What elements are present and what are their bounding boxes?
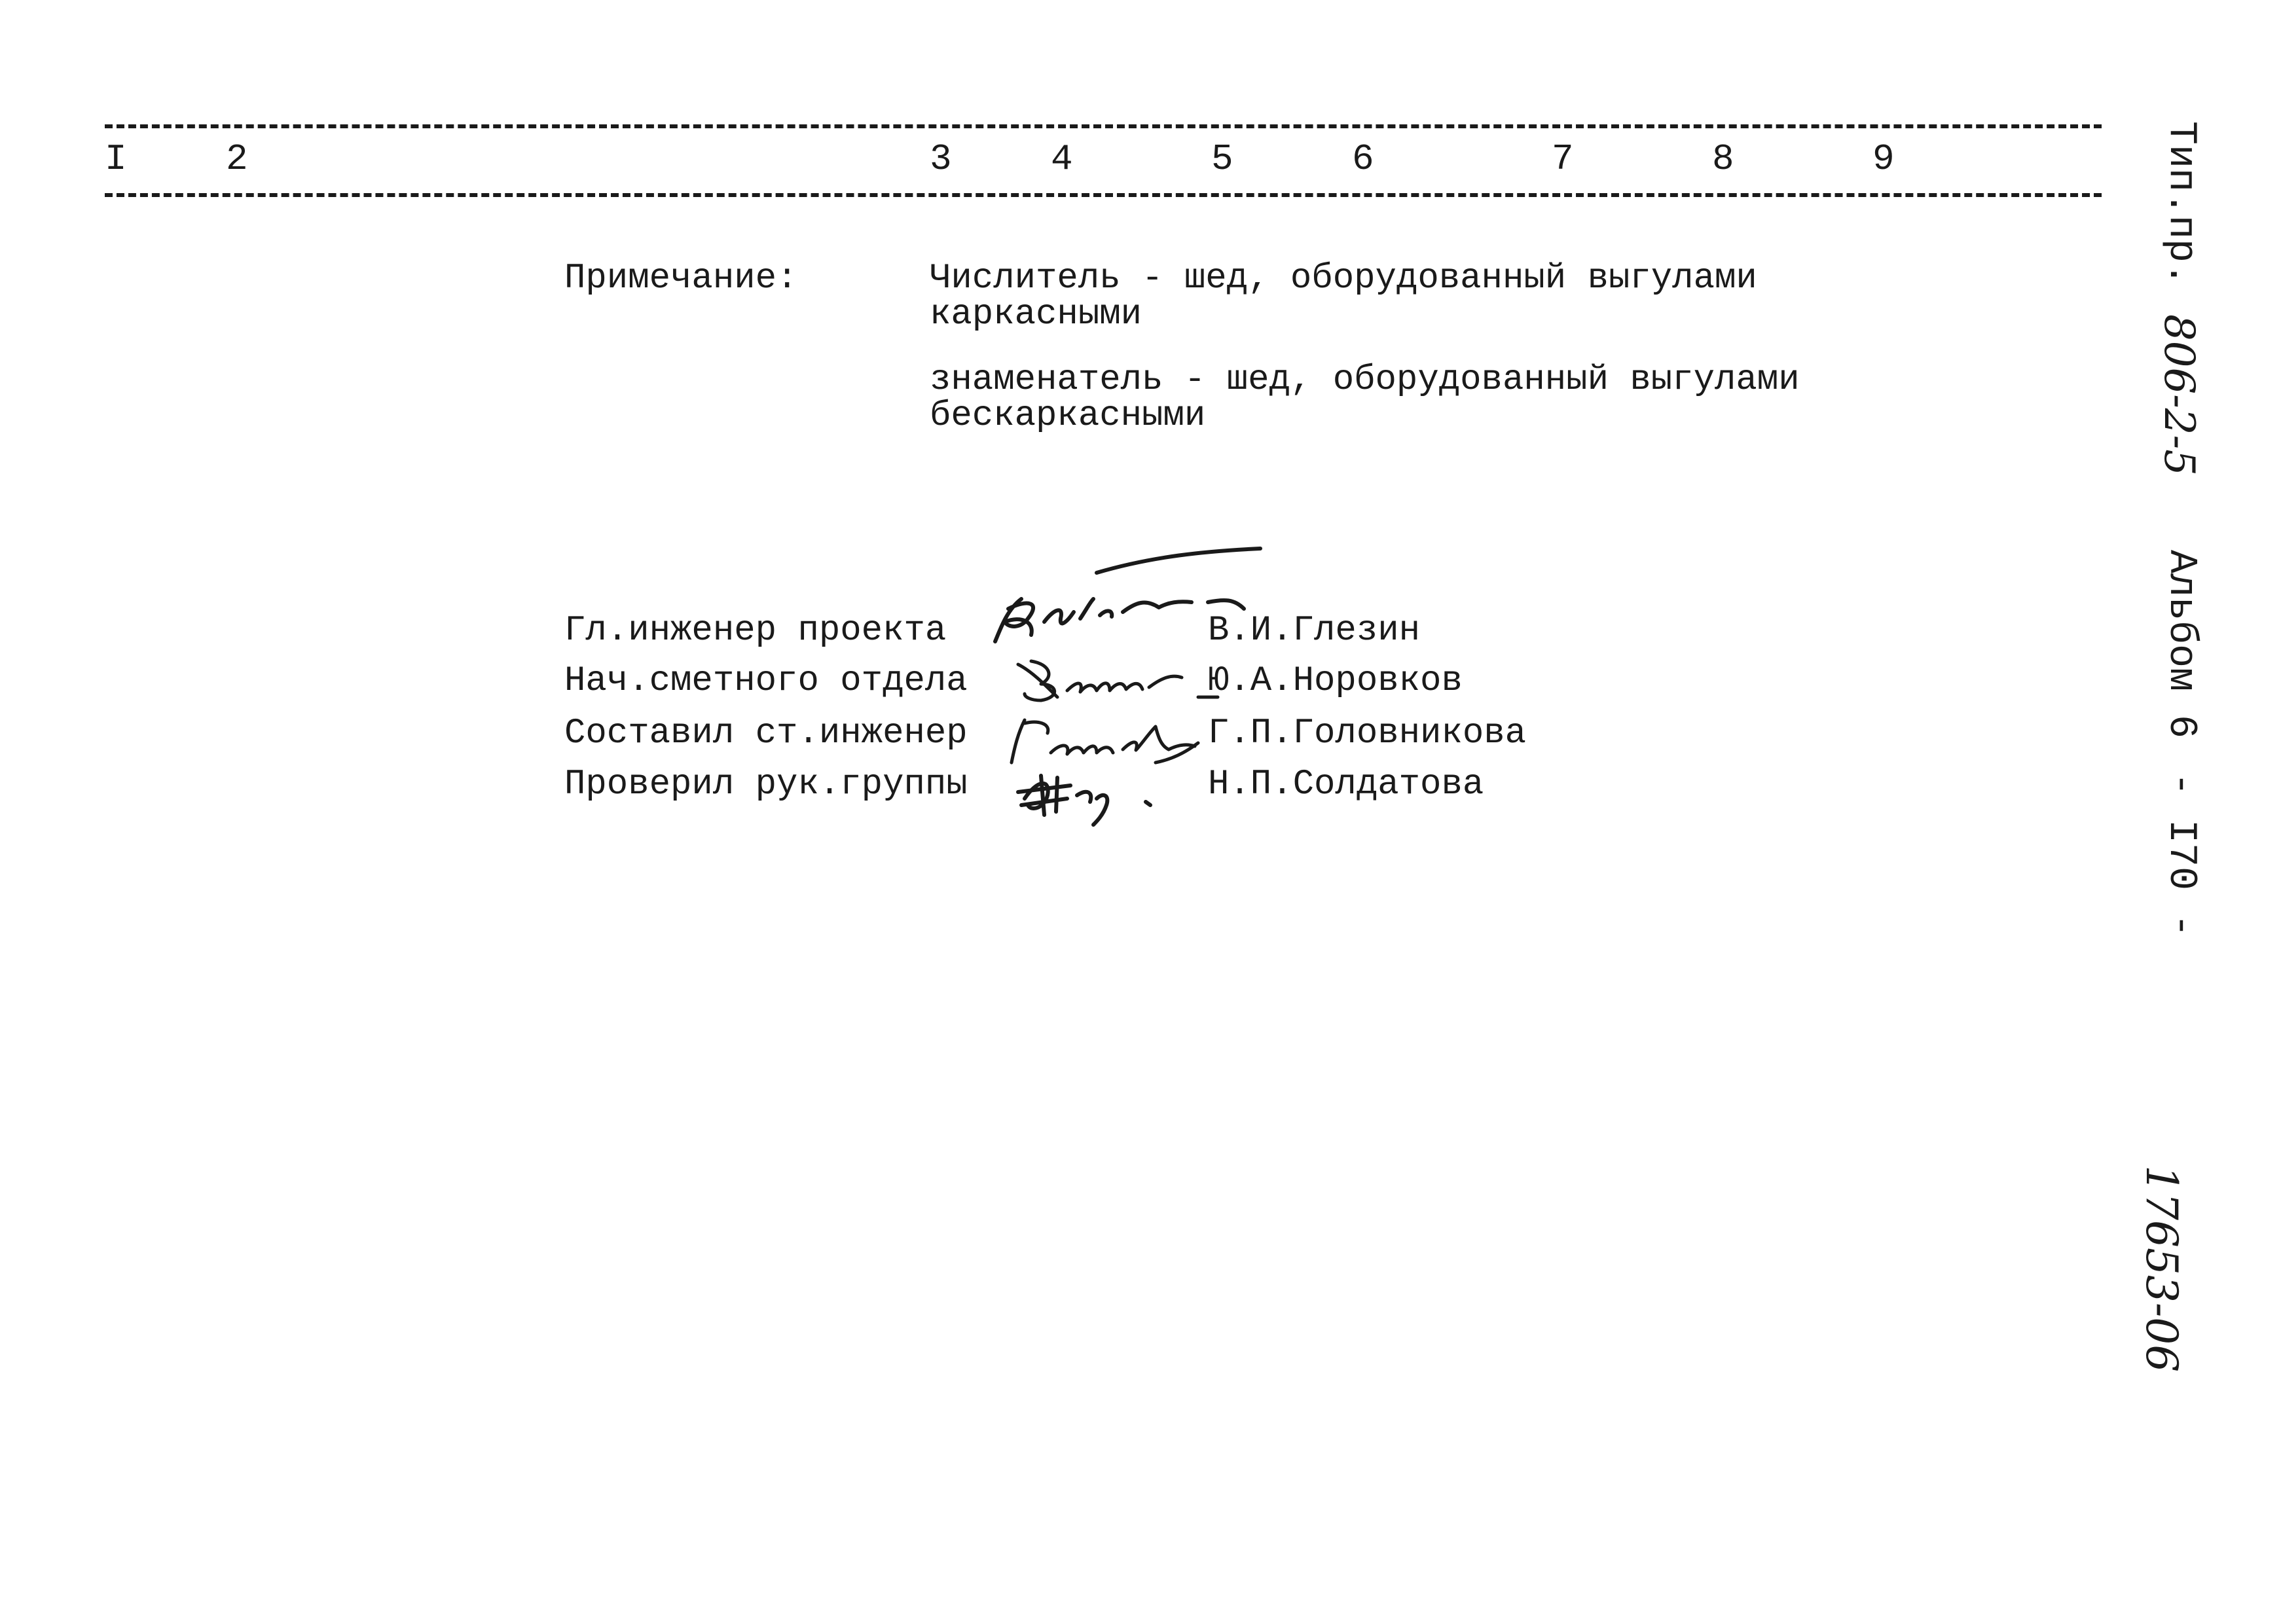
header-top-rule bbox=[105, 124, 2102, 128]
signature-role-compiler: Составил ст.инженер bbox=[564, 713, 968, 753]
header-bottom-rule bbox=[105, 193, 2102, 197]
note-denominator-line1: знаменатель - шед, оборудованный выгулами bbox=[930, 360, 1800, 400]
note-numerator-line1: Числитель - шед, оборудованный выгулами bbox=[930, 259, 1757, 298]
side-stamp-page-number: - I70 - bbox=[2159, 772, 2203, 938]
column-number-3: 3 bbox=[930, 138, 952, 180]
column-number-4: 4 bbox=[1051, 138, 1073, 180]
column-number-8: 8 bbox=[1712, 138, 1734, 180]
column-number-2: 2 bbox=[226, 138, 248, 180]
signature-name-compiler: Г.П.Головникова bbox=[1208, 713, 1527, 753]
column-number-9: 9 bbox=[1872, 138, 1895, 180]
column-number-7: 7 bbox=[1552, 138, 1574, 180]
column-number-1: I bbox=[105, 138, 127, 180]
side-stamp-type-project: Тип.пр. bbox=[2159, 121, 2203, 287]
signature-name-estimate-head: Ю.А.Норовков bbox=[1208, 661, 1463, 701]
signature-name-chief-engineer: В.И.Глезин bbox=[1208, 611, 1421, 651]
signature-role-checker: Проверил рук.группы bbox=[564, 765, 968, 804]
signature-role-estimate-head: Нач.сметного отдела bbox=[564, 661, 968, 701]
signature-name-checker: Н.П.Солдатова bbox=[1208, 765, 1484, 804]
side-stamp-handwritten-number: 806-2-5 bbox=[2155, 314, 2203, 476]
note-numerator-line2: каркасными bbox=[930, 295, 1142, 334]
column-number-5: 5 bbox=[1211, 138, 1233, 180]
side-stamp-album: Альбом 6 bbox=[2159, 550, 2203, 739]
signature-role-chief-engineer: Гл.инженер проекта bbox=[564, 611, 947, 651]
side-stamp-inventory-number: 17653-06 bbox=[2136, 1165, 2187, 1373]
handwritten-signature-chief-engineer bbox=[982, 537, 1283, 655]
note-denominator-line2: бескаркасными bbox=[930, 396, 1206, 436]
handwritten-signature-checker bbox=[1005, 759, 1201, 831]
note-label: Примечание: bbox=[564, 259, 798, 298]
column-number-6: 6 bbox=[1352, 138, 1374, 180]
